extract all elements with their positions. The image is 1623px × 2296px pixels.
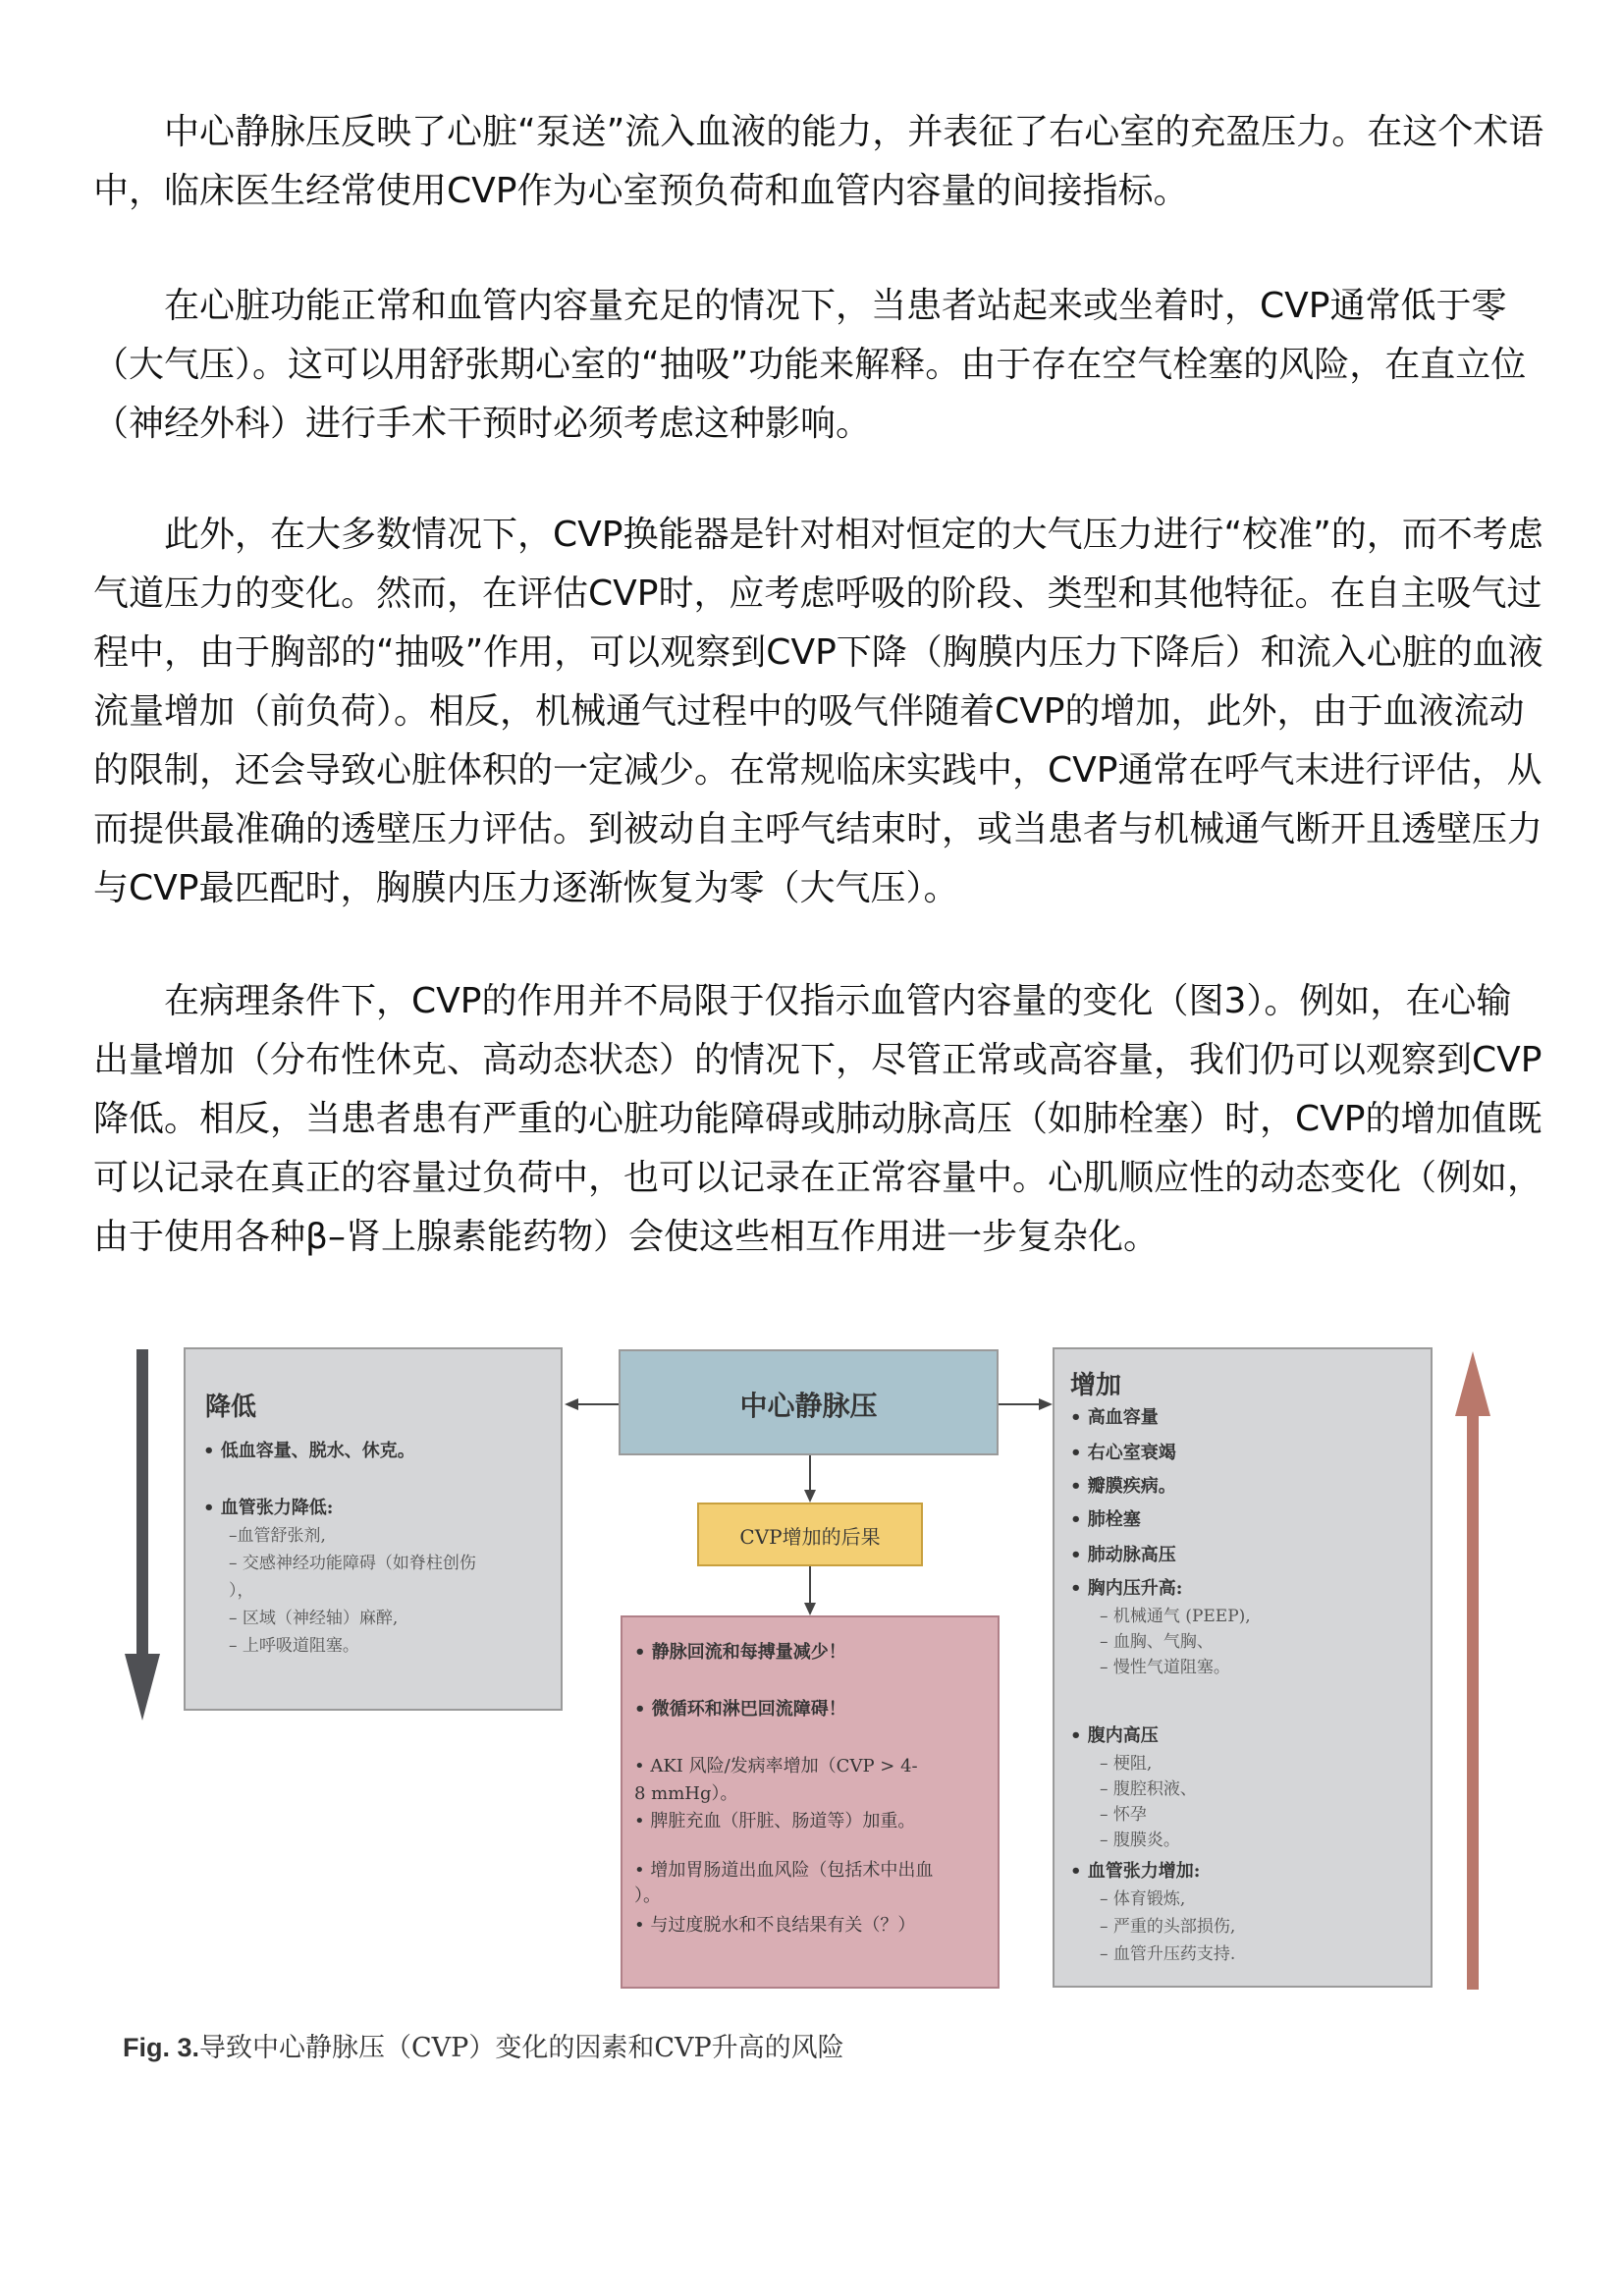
paragraph-4-text: 在病理条件下，CVP的作用并不局限于仅指示血管内容量的变化（图3）。例如，在心输出量增加（分布性休克、高动态状态）的情况下，尽管正常或高容量，我们仍可以观察到CVP降低。相反，当患者患有严重的心脏功能障碍或肺动脉高压（如肺栓塞）时，CVP的增加值既可以记录在真正的容量过负荷中，也可以记录在正常容量中。心肌顺应性的动态变化（例如，由于使用各种β–肾上腺素能药物）会使这些相互作用进一步复杂化。 bbox=[93, 981, 1543, 1257]
consequence-item: • 微循环和淋巴回流障碍！ bbox=[634, 1699, 846, 1720]
increase-item: • 瓣膜疾病。 bbox=[1070, 1476, 1176, 1497]
increase-subitem: – 腹腔积液、 bbox=[1100, 1779, 1197, 1799]
up-arrow-shaft bbox=[1467, 1414, 1479, 1990]
consequences-box bbox=[621, 1615, 1000, 1989]
decrease-subitem: – 区域（神经轴）麻醉, bbox=[229, 1609, 399, 1628]
decrease-item: • 低血容量、脱水、休克。 bbox=[203, 1441, 415, 1461]
down-arrow-head bbox=[125, 1654, 160, 1721]
consequence-item: • AKI 风险/发病率增加（CVP > 4- bbox=[634, 1756, 918, 1777]
increase-item: • 高血容量 bbox=[1070, 1407, 1159, 1428]
increase-subitem: – 血管升压药支持. bbox=[1100, 1944, 1236, 1964]
paragraph-2-text: 在心脏功能正常和血管内容量充足的情况下，当患者站起来或坐着时，CVP通常低于零（大气压）。这可以用舒张期心室的“抽吸”功能来解释。由于存在空气栓塞的风险，在直立位（神经外科）进行手术干预时必须考虑这种影响。 bbox=[93, 286, 1527, 444]
decrease-box bbox=[184, 1347, 563, 1711]
up-arrow-head bbox=[1455, 1351, 1490, 1416]
consequence-item: • 与过度脱水和不良结果有关（？） bbox=[634, 1915, 916, 1936]
connector-right-head bbox=[1039, 1398, 1053, 1410]
paragraph-2 bbox=[93, 277, 1546, 454]
increase-subitem: – 严重的头部损伤, bbox=[1100, 1917, 1236, 1937]
increase-subitem: – 慢性气道阻塞。 bbox=[1100, 1658, 1230, 1677]
increase-box bbox=[1053, 1347, 1433, 1988]
increase-item: • 胸内压升高: bbox=[1070, 1578, 1183, 1599]
paragraph-4 bbox=[93, 972, 1546, 1267]
increase-subitem: – 血胸、气胸、 bbox=[1100, 1632, 1214, 1652]
increase-subitem: – 体育锻炼, bbox=[1100, 1889, 1186, 1909]
consequence-item: • 增加胃肠道出血风险（包括术中出血 bbox=[634, 1860, 934, 1881]
increase-subitem: – 腹膜炎。 bbox=[1100, 1831, 1180, 1850]
paragraph-1-text: 中心静脉压反映了心脏“泵送”流入血液的能力，并表征了右心室的充盈压力。在这个术语中，临床医生经常使用CVP作为心室预负荷和血管内容量的间接指标。 bbox=[93, 112, 1544, 211]
increase-item: • 肺栓塞 bbox=[1070, 1509, 1141, 1530]
decrease-title: 降低 bbox=[205, 1393, 257, 1422]
cvp-center-title: 中心静脉压 bbox=[739, 1390, 878, 1422]
increase-subitem: – 梗阻, bbox=[1100, 1754, 1153, 1774]
paragraph-3-text: 此外，在大多数情况下，CVP换能器是针对相对恒定的大气压力进行“校准”的，而不考虑气道压力的变化。然而，在评估CVP时，应考虑呼吸的阶段、类型和其他特征。在自主吸气过程中，由于胸部的“抽吸”作用，可以观察到CVP下降（胸膜内压力下降后）和流入心脏的血液流量增加（前负荷）。相反，机械通气过程中的吸气伴随着CVP的增加，此外，由于血液流动的限制，还会导致心脏体积的一定减少。在常规临床实践中，CVP通常在呼气末进行评估，从而提供最准确的透壁压力评估。到被动自主呼气结束时，或当患者与机械通气断开且透壁压力与CVP最匹配时，胸膜内压力逐渐恢复为零（大气压）。 bbox=[93, 515, 1543, 908]
decrease-subitem: ）， bbox=[229, 1581, 254, 1601]
increase-subitem: – 怀孕 bbox=[1100, 1805, 1147, 1825]
consequence-item: • 静脉回流和每搏量减少！ bbox=[634, 1642, 846, 1663]
figure-number: Fig. 3. bbox=[123, 2033, 200, 2062]
increase-subitem: – 机械通气 (PEEP), bbox=[1100, 1607, 1251, 1626]
decrease-subitem: – 上呼吸道阻塞。 bbox=[229, 1636, 359, 1656]
down-arrow-shaft bbox=[136, 1349, 148, 1654]
connector-down-2-head bbox=[804, 1603, 816, 1615]
cvp-center-box bbox=[619, 1349, 999, 1455]
figure-caption-text: 导致中心静脉压（CVP）变化的因素和CVP升高的风险 bbox=[199, 2033, 844, 2063]
paragraph-3 bbox=[93, 506, 1546, 918]
paragraph-1 bbox=[93, 103, 1546, 221]
decrease-item: • 血管张力降低: bbox=[203, 1498, 334, 1518]
cvp-consequence-title: CVP增加的后果 bbox=[739, 1525, 881, 1549]
consequence-item: • 脾脏充血（肝脏、肠道等）加重。 bbox=[634, 1811, 916, 1831]
consequence-item: 8 mmHg）。 bbox=[634, 1783, 738, 1804]
figure-caption bbox=[123, 2026, 844, 2064]
connector-left-head bbox=[565, 1398, 578, 1410]
increase-item: • 肺动脉高压 bbox=[1070, 1545, 1176, 1565]
increase-title: 增加 bbox=[1070, 1371, 1122, 1400]
decrease-subitem: – 交感神经功能障碍（如脊柱创伤 bbox=[229, 1554, 476, 1573]
cvp-consequence-box bbox=[697, 1503, 923, 1566]
consequence-item: ）。 bbox=[634, 1886, 661, 1906]
connector-down-1-head bbox=[804, 1490, 816, 1503]
increase-item: • 腹内高压 bbox=[1070, 1725, 1159, 1746]
increase-item: • 右心室衰竭 bbox=[1070, 1443, 1176, 1463]
decrease-subitem: –血管舒张剂, bbox=[229, 1526, 326, 1546]
increase-item: • 血管张力增加: bbox=[1070, 1861, 1201, 1882]
